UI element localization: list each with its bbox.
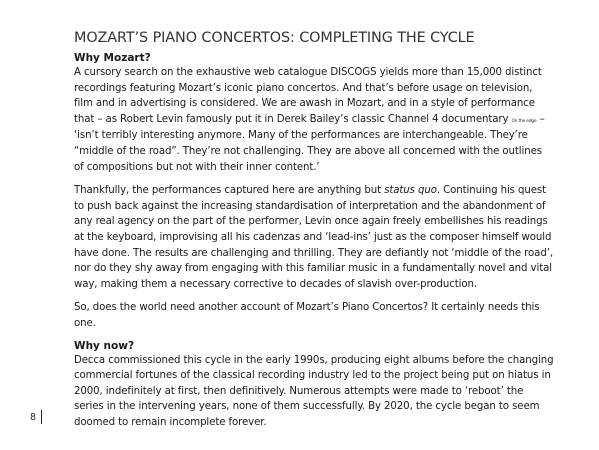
- page-title: MOZART’S PIANO CONCERTOS: COMPLETING THE CYCLE: [74, 30, 475, 46]
- documentary-title-small: On the edge: [511, 117, 537, 123]
- paragraph-text: A cursory search on the exhaustive web catalogue DISCOGS yields more than 15,000 distinct recordings featuring Mozart’s iconic piano concertos. And that’s before usage on television, film and in advertising is considered. We are awash in Mozart, and in a style of performance that – as Robert Levin famously put it in Derek Bailey’s classic Channel 4 documentary: [74, 67, 542, 125]
- italic-phrase: status quo: [384, 185, 437, 197]
- paragraph-why-mozart-1: [74, 65, 554, 175]
- paragraph-text: – ‘isn’t terribly interesting anymore. Many of the performances are interchangeable. They’re “middle of the road”. They’re not challenging. They are above all concerned with the outlines of compositions but not with their inner content.’: [74, 113, 545, 173]
- paragraph-text: Thankfully, the performances captured here are anything but: [74, 185, 385, 197]
- paragraph-text: . Continuing his quest to push back against the increasing standardisation of interpretation and the abandonment of any real agency on the part of the performer, Levin once again freely embellishes his readings at the keyboard, improvising all his cadenzas and ‘lead-ins’ just as the composer himself would have done. The results are challenging and thrilling. They are defiantly not ‘middle of the road’, nor do they shy away from engaging with this familiar music in a fundamentally novel and vital way, making them a necessary corrective to decades of slavish over-production.: [74, 185, 553, 290]
- page-number-divider: [41, 410, 42, 424]
- paragraph-why-mozart-2: [74, 183, 554, 292]
- paragraph-why-now-1: Decca commissioned this cycle in the early 1990s, producing eight albums before the changing commercial fortunes of the classical recording industry led to the project being put on hiatus in 2000, indefinitely at first, then definitively. Numerous attempts were made to ‘reboot’ the series in the intervening years, none of them successfully. By 2020, the cycle began to seem doomed to remain incomplete forever.: [74, 354, 554, 428]
- page-number: 8: [30, 412, 37, 423]
- paragraph-why-mozart-3: So, does the world need another account of Mozart’s Piano Concertos? It certainly needs this one.: [74, 302, 540, 329]
- article-body: [74, 30, 554, 438]
- section-heading-why-now: Why now?: [74, 339, 135, 352]
- section-heading-why-mozart: Why Mozart?: [74, 52, 151, 64]
